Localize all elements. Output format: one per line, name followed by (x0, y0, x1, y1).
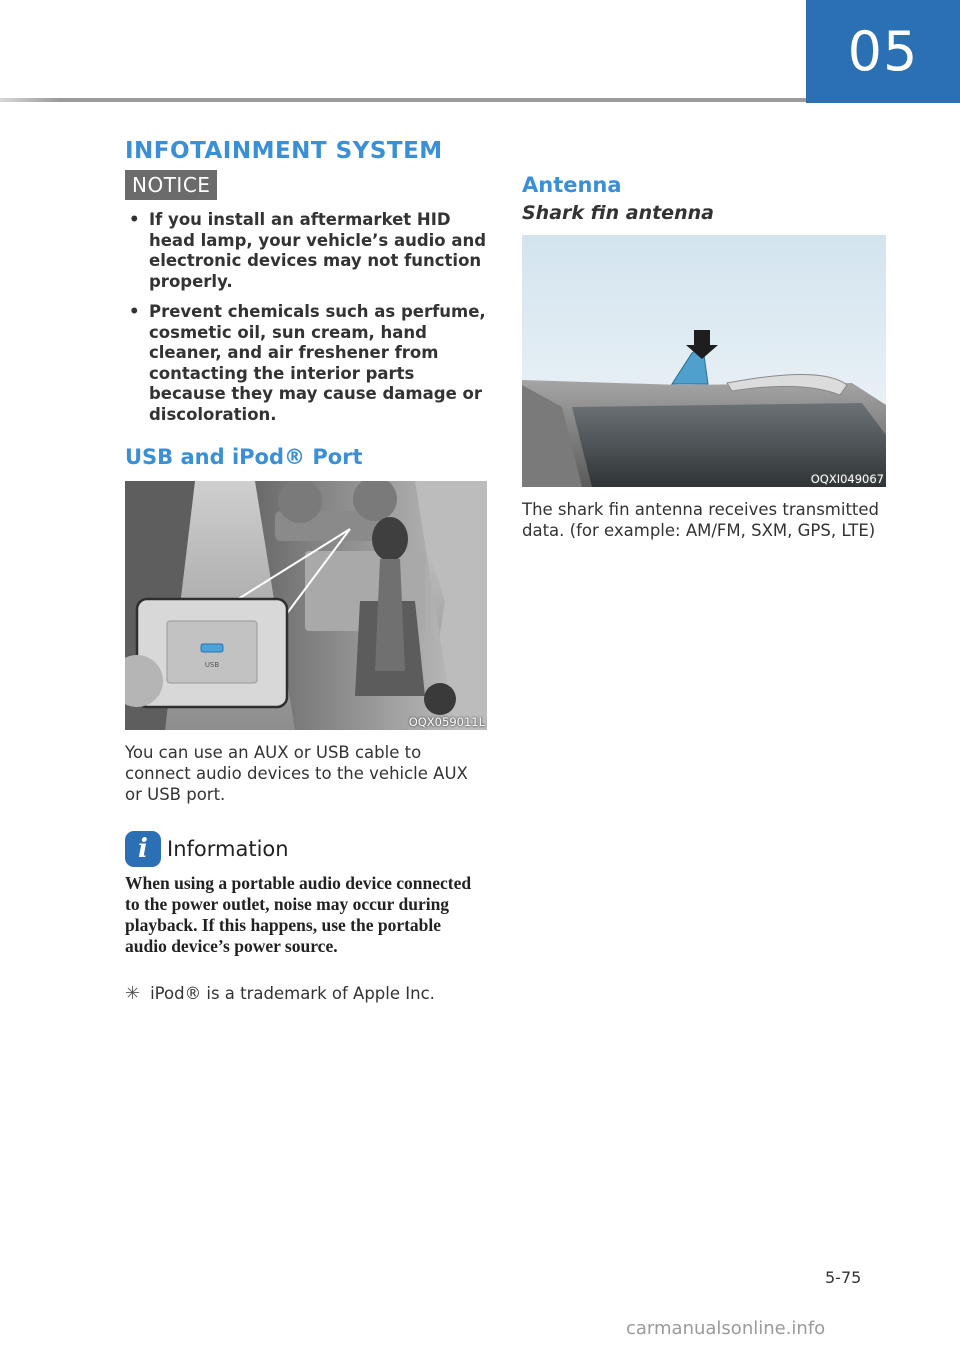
trademark-note (125, 983, 487, 1004)
information-icon: i (125, 831, 161, 867)
antenna-figure (522, 235, 886, 487)
trademark-text: iPod® is a trademark of Apple Inc. (150, 984, 435, 1003)
usb-heading: USB and iPod® Port (125, 445, 363, 469)
notice-list (125, 210, 487, 425)
notice-badge: NOTICE (125, 170, 217, 200)
antenna-body: The shark fin antenna receives transmitted data. (for example: AM/FM, SXM, GPS, LTE) (522, 500, 880, 540)
right-column (522, 170, 886, 541)
inset-usb-label: USB (204, 661, 220, 669)
usb-figure-code: OQX059011L (408, 715, 485, 729)
antenna-illustration (522, 235, 886, 487)
header-rule (0, 98, 806, 102)
information-title: Information (167, 837, 289, 861)
chapter-tab: 05 (806, 0, 960, 103)
antenna-figure-code: OQXI049067 (810, 472, 884, 486)
notice-item: • Prevent chemicals such as perfume, cosmetic oil, sun cream, hand cleaner, and air freshener from contacting the interior parts because they may cause damage or discoloration. (129, 302, 486, 424)
page-number: 5-75 (825, 1268, 862, 1287)
notice-item: • If you install an aftermarket HID head lamp, your vehicle’s audio and electronic devices may not function properly. (129, 210, 487, 291)
watermark[interactable]: carmanualsonline.info (626, 1318, 826, 1339)
usb-port-figure (125, 481, 487, 730)
antenna-heading: Antenna (522, 173, 622, 197)
information-text: When using a portable audio device connected to the power outlet, noise may occur during playback. If this happens, use the portable audio device’s power source. (125, 873, 472, 956)
antenna-subheading: Shark fin antenna (522, 202, 714, 224)
left-column (125, 170, 487, 1004)
asterisk-icon: ✳ (125, 983, 141, 1004)
information-header (125, 831, 487, 867)
usb-port-illustration (125, 481, 487, 730)
section-title: INFOTAINMENT SYSTEM (125, 138, 443, 164)
usb-body: You can use an AUX or USB cable to connect audio devices to the vehicle AUX or USB port. (125, 743, 468, 804)
